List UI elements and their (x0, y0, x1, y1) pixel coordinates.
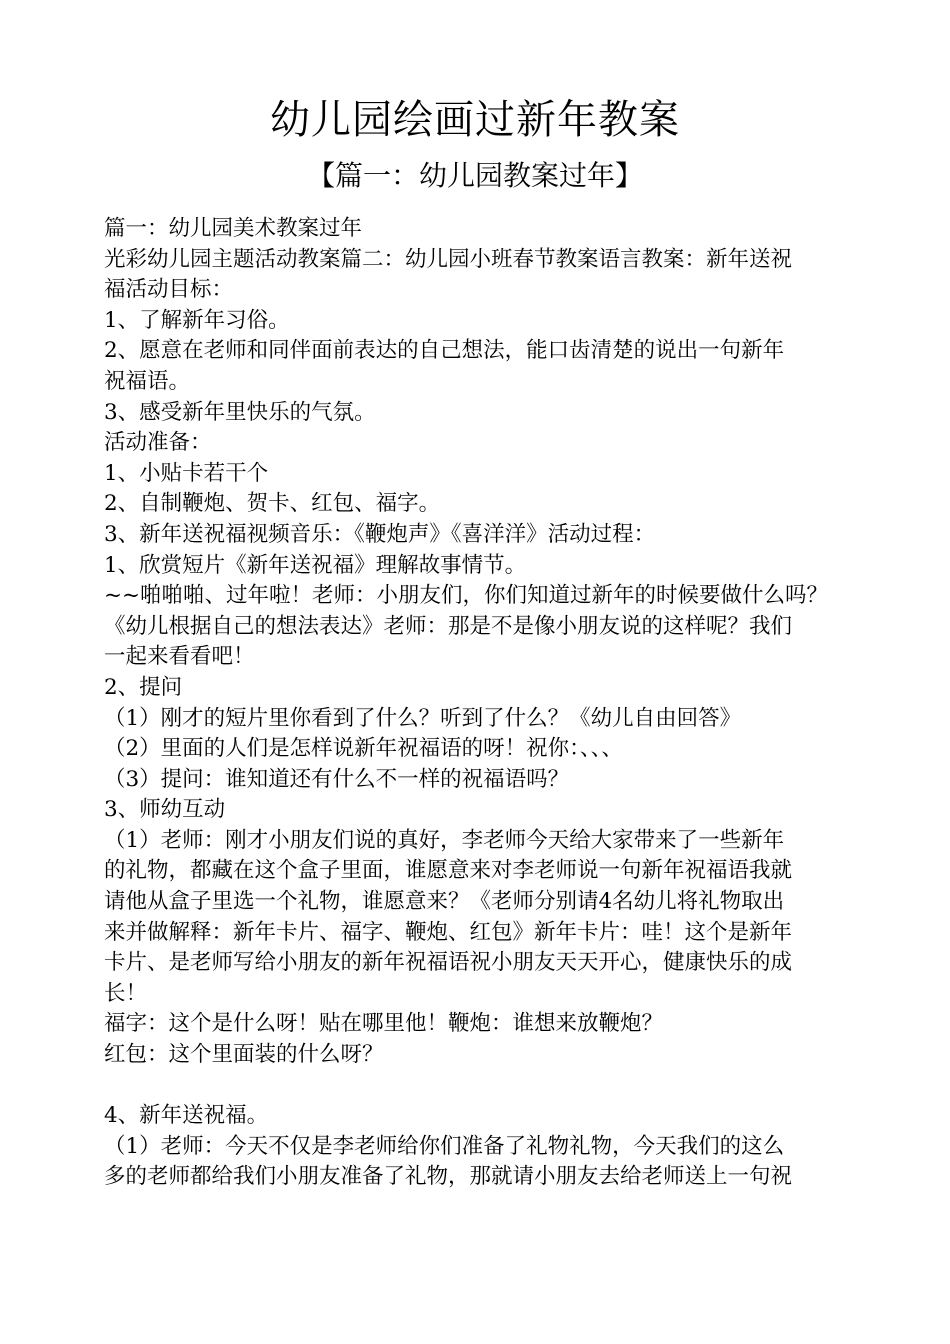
text-line: 活动准备： (104, 430, 212, 456)
text-line: 2、提问 (104, 674, 183, 700)
text-line: 来并做解释：新年卡片、福字、鞭炮、红包》新年卡片：哇！这个是新年 (104, 919, 793, 945)
text-line: 祝福语。 (104, 368, 191, 394)
text-line: 福活动目标： (104, 277, 234, 303)
text-line: （3）提问：谁知道还有什么不一样的祝福语吗？ (104, 766, 570, 792)
text-line: 3、新年送祝福视频音乐：《鞭炮声》《喜洋洋》活动过程： (104, 521, 656, 547)
document-title: 幼儿园绘画过新年教案 (270, 97, 680, 143)
text-line: （1）老师：刚才小朋友们说的真好，李老师今天给大家带来了一些新年 (104, 827, 785, 853)
text-line: （1）老师：今天不仅是李老师给你们准备了礼物礼物，今天我们的这么 (104, 1133, 785, 1159)
text-line: （2）里面的人们是怎样说新年祝福语的呀！祝你：、、、 (104, 736, 623, 762)
text-line: 《幼儿根据自己的想法表达》老师：那是不是像小朋友说的这样呢？我们 (104, 613, 793, 639)
text-line: （1）刚才的短片里你看到了什么？听到了什么？《幼儿自由回答》 (104, 705, 742, 731)
text-line: 3、感受新年里快乐的气氛。 (104, 399, 376, 425)
text-line: 1、欣赏短片《新年送祝福》理解故事情节。 (104, 552, 527, 578)
text-line: 长！ (104, 980, 148, 1006)
text-line: 篇一：幼儿园美术教案过年 (104, 216, 363, 241)
text-line: 一起来看看吧！ (104, 644, 255, 670)
text-line: 3、师幼互动 (104, 797, 226, 823)
text-line: 福字：这个是什么呀！贴在哪里他！鞭炮：谁想来放鞭炮？ (104, 1011, 664, 1037)
text-line: 的礼物，都藏在这个盒子里面，谁愿意来对李老师说一句新年祝福语我就 (104, 858, 793, 884)
text-line: 红包：这个里面装的什么呀？ (104, 1042, 384, 1068)
document-body (104, 214, 864, 1193)
text-line: 光彩幼儿园主题活动教案篇二：幼儿园小班春节教案语言教案：新年送祝 (104, 246, 793, 272)
document-subtitle: 【篇一：幼儿园教案过年】 (306, 159, 643, 192)
text-line: ~~啪啪啪、过年啦！老师：小朋友们，你们知道过新年的时候要做什么吗？ (104, 583, 829, 609)
text-line: 4、新年送祝福。 (104, 1103, 269, 1129)
text-line: 2、愿意在老师和同伴面前表达的自己想法，能口齿清楚的说出一句新年 (104, 338, 785, 364)
text-line: 多的老师都给我们小朋友准备了礼物，那就请小朋友去给老师送上一句祝 (104, 1164, 793, 1190)
text-line: 卡片、是老师写给小朋友的新年祝福语祝小朋友天天开心，健康快乐的成 (104, 950, 793, 976)
blank-line (104, 1071, 864, 1102)
text-line: 请他从盒子里选一个礼物，谁愿意来？《老师分别请4名幼儿将礼物取出 (104, 889, 785, 915)
text-line: 1、小贴卡若干个 (104, 460, 269, 486)
text-line: 2、自制鞭炮、贺卡、红包、福字。 (104, 491, 441, 517)
text-line: 1、了解新年习俗。 (104, 307, 290, 333)
